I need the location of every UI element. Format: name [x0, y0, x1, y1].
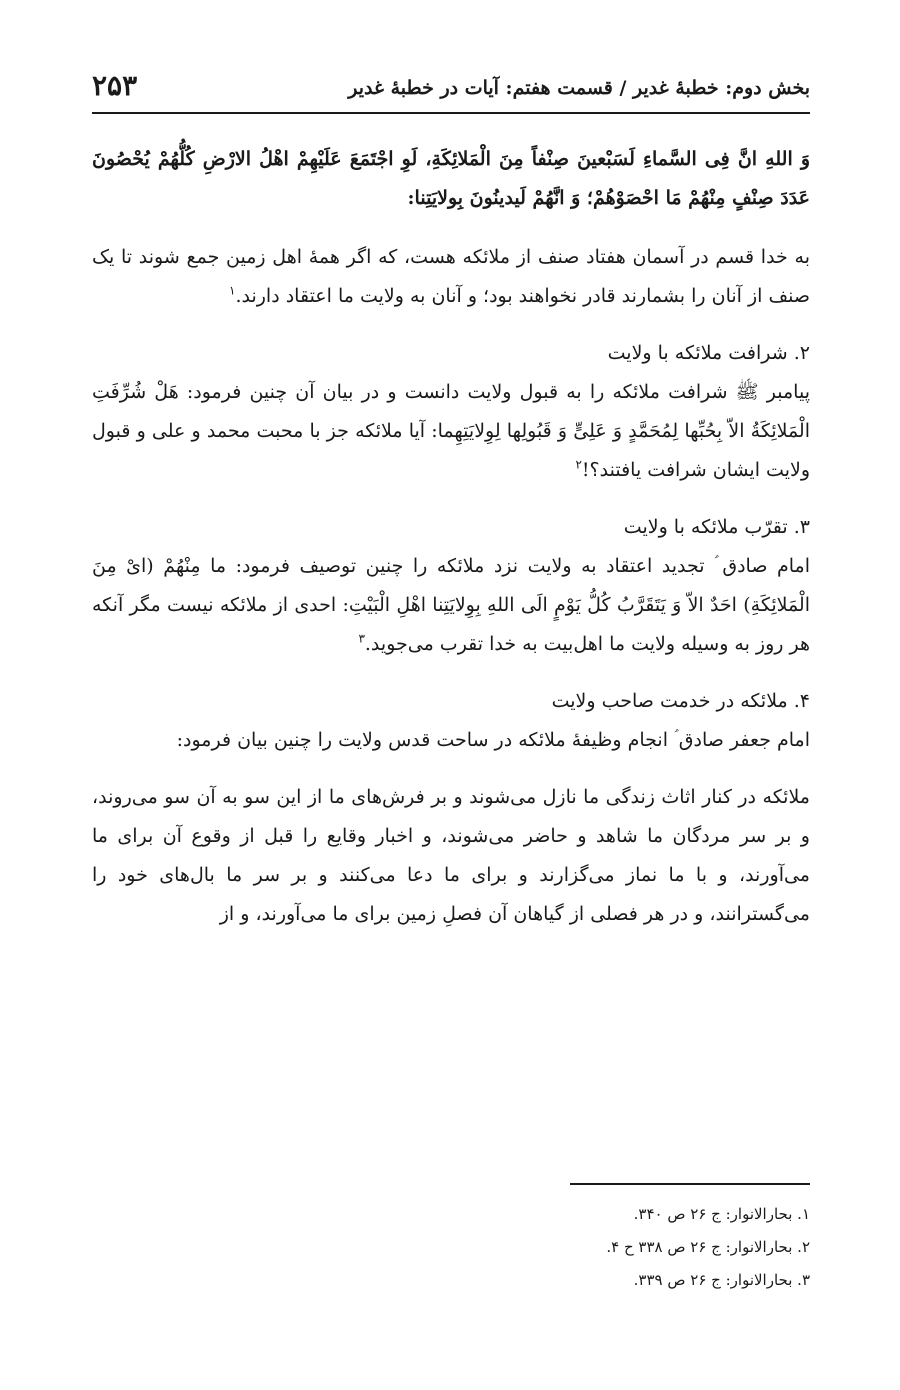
translation-text: به خدا قسم در آسمان هفتاد صنف از ملائکه هست، که اگر همۀ اهل زمین جمع شوند تا یک صنف از آنان را بشمارند قادر نخواهند بود؛ و آنان به ولایت ما اعتقاد دارند.: [92, 246, 810, 307]
running-title: بخش دوم: خطبۀ غدیر / قسمت هفتم: آیات در خطبۀ غدیر: [348, 77, 810, 99]
section-paragraph-2: [92, 373, 810, 490]
footnote-item: ۱. بحارالانوار: ج ۲۶ ص ۳۴۰.: [633, 1205, 810, 1223]
section-paragraph-3: [92, 547, 810, 664]
footnote-divider: [570, 1183, 810, 1185]
footnotes: [92, 1198, 810, 1297]
section-paragraph-5: ملائکه در کنار اثاث زندگی ما نازل می‌شوند و بر فرش‌های ما از این سو به آن سو می‌روند، و بر سر مردگان ما شاهد و حاضر می‌شوند، و اخبار وقایع را قبل از وقوع آن برای ما می‌آورند، و با ما نماز می‌گزارند و برای ما دعا می‌کنند و بر سر ما بال‌های خود را می‌گسترانند، و در هر فصلی از گیاهان آن فصلِ زمین برای ما می‌آورند، و از: [92, 786, 810, 925]
section-paragraph-4: امام جعفر صادق ؑ انجام وظیفۀ ملائکه در ساحت قدس ولایت را چنین بیان فرمود:: [176, 729, 810, 751]
footnote-item: ۳. بحارالانوار: ج ۲۶ ص ۳۳۹.: [633, 1271, 810, 1289]
page-body: [92, 140, 810, 934]
arabic-quote: وَ اللهِ انَّ فِی السَّماءِ لَسَبْعینَ صِنْفاً مِنَ الْمَلائِکَةِ، لَوِ اجْتَمَعَ عَلَیْهِمْ اهْلُ الارْضِ کُلُّهُمْ یُحْصُونَ عَدَدَ صِنْفٍ مِنْهُمْ مَا احْصَوْهُمْ؛ وَ انَّهُمْ لَیدینُونَ بِولایَتِنا:: [92, 148, 810, 209]
quote-translation: [92, 238, 810, 316]
footnote-ref-1: ۱: [229, 283, 236, 298]
section-heading-2: ۲. شرافت ملائکه با ولایت: [607, 342, 810, 364]
footnote-ref-2: ۲: [575, 457, 582, 472]
page-header: [92, 66, 810, 114]
section-heading-4: ۴. ملائکه در خدمت صاحب ولایت: [551, 690, 810, 712]
paragraph-text: پیامبر ﷺ شرافت ملائکه را به قبول ولایت دانست و در بیان آن چنین فرمود: هَلْ شُرِّفَتِ الْمَلائِکَةُ الاّ بِحُبِّها لِمُحَمَّدٍ وَ عَلِیٍّ وَ قَبُولِها لِوِلایَتِهِما: آیا ملائکه جز با محبت محمد و علی و قبول ولایت ایشان شرافت یافتند؟!: [92, 381, 810, 481]
page-number: ۲۵۳: [92, 69, 138, 102]
footnote-item: ۲. بحارالانوار: ج ۲۶ ص ۳۳۸ ح ۴.: [606, 1238, 810, 1256]
section-heading-3: ۳. تقرّب ملائکه با ولایت: [623, 516, 810, 538]
footnote-ref-3: ۳: [358, 631, 365, 646]
paragraph-text: امام صادق ؑ تجدید اعتقاد به ولایت نزد ملائکه را چنین توصیف فرمود: ما مِنْهُمْ (ایْ مِنَ الْمَلائِکَةِ) احَدٌ الاّ وَ یَتَقَرَّبُ کُلُّ یَوْمٍ الَی اللهِ بِوِلایَتِنا اهْلِ الْبَیْتِ: احدی از ملائکه نیست مگر آنکه هر روز به وسیله ولایت ما اهل‌بیت به خدا تقرب می‌جوید.: [92, 555, 810, 655]
